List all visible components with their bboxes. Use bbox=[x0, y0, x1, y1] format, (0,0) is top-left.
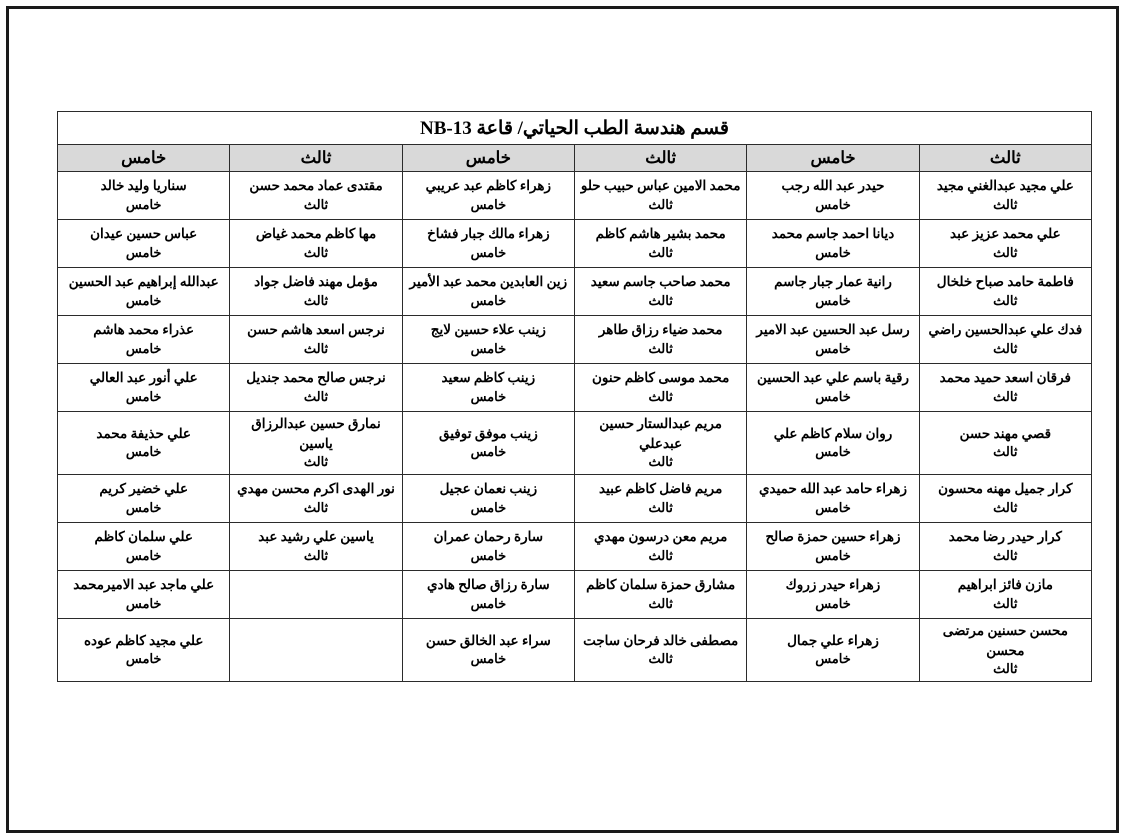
student-name: رسل عبد الحسين عبد الامير bbox=[756, 322, 910, 338]
student-name: زينب علاء حسين لايج bbox=[430, 322, 546, 338]
student-name: زهراء مالك جبار فشاخ bbox=[427, 226, 550, 242]
student-cell bbox=[230, 474, 402, 522]
student-name: مازن فائز ابراهيم bbox=[957, 577, 1053, 593]
student-name: فاطمة حامد صباح خلخال bbox=[936, 274, 1074, 290]
document-title bbox=[58, 112, 1092, 145]
student-level: خامس bbox=[815, 499, 851, 515]
document-title-text: قسم هندسة الطب الحياتي/ قاعة NB-13 bbox=[420, 117, 729, 139]
student-cell bbox=[402, 268, 574, 316]
student-cell bbox=[230, 316, 402, 364]
student-level: خامس bbox=[125, 547, 162, 563]
schedule-table-container bbox=[57, 111, 1092, 682]
student-level: خامس bbox=[815, 547, 851, 563]
column-header: ثالث bbox=[919, 145, 1091, 172]
student-cell bbox=[575, 364, 747, 412]
empty-cell bbox=[230, 618, 402, 681]
student-level: ثالث bbox=[303, 547, 329, 563]
student-cell bbox=[402, 618, 574, 681]
student-level: خامس bbox=[815, 444, 851, 460]
table-row bbox=[58, 570, 1092, 618]
student-level: ثالث bbox=[648, 651, 673, 667]
student-level: خامس bbox=[125, 244, 162, 260]
student-level: ثالث bbox=[993, 661, 1018, 677]
student-cell bbox=[575, 522, 747, 570]
student-name: مريم معن درسون مهدي bbox=[593, 529, 728, 545]
student-name: مشارق حمزة سلمان كاظم bbox=[586, 577, 736, 593]
student-cell bbox=[402, 172, 574, 220]
student-name: نمارق حسين عبدالرزاق ياسين bbox=[251, 416, 381, 451]
student-cell bbox=[919, 220, 1091, 268]
student-cell bbox=[575, 268, 747, 316]
student-cell bbox=[230, 268, 402, 316]
student-level: خامس bbox=[470, 196, 507, 212]
student-cell bbox=[747, 316, 919, 364]
student-name: حيدر عبد الله رجب bbox=[781, 178, 885, 194]
student-level: ثالث bbox=[993, 388, 1018, 404]
student-name: عبدالله إبراهيم عبد الحسين bbox=[68, 274, 219, 290]
student-cell bbox=[402, 570, 574, 618]
student-name: محمد صاحب جاسم سعيد bbox=[590, 274, 731, 290]
student-level: خامس bbox=[125, 292, 162, 308]
student-cell bbox=[230, 412, 402, 475]
student-level: خامس bbox=[470, 292, 507, 308]
column-header: خامس bbox=[402, 145, 574, 172]
table-row bbox=[58, 412, 1092, 475]
student-level: ثالث bbox=[993, 499, 1018, 515]
student-name: زهراء حامد عبد الله حميدي bbox=[758, 481, 908, 497]
column-header: خامس bbox=[747, 145, 919, 172]
student-name: عذراء محمد هاشم bbox=[93, 322, 195, 338]
student-name: عباس حسين عيدان bbox=[90, 226, 198, 242]
column-header: خامس bbox=[58, 145, 230, 172]
table-row bbox=[58, 316, 1092, 364]
student-cell bbox=[747, 268, 919, 316]
student-name: زهراء كاظم عبد عريبي bbox=[425, 178, 552, 194]
student-level: خامس bbox=[470, 547, 507, 563]
student-cell bbox=[747, 412, 919, 475]
student-level: ثالث bbox=[303, 244, 329, 260]
table-row bbox=[58, 172, 1092, 220]
table-row bbox=[58, 220, 1092, 268]
student-name: زهراء حيدر زروك bbox=[785, 577, 881, 593]
student-level: ثالث bbox=[648, 547, 673, 563]
student-cell bbox=[58, 220, 230, 268]
student-level: خامس bbox=[470, 595, 507, 611]
student-cell bbox=[919, 316, 1091, 364]
student-cell bbox=[58, 364, 230, 412]
table-row bbox=[58, 268, 1092, 316]
student-level: خامس bbox=[470, 388, 507, 404]
student-name: محمد بشير هاشم كاظم bbox=[595, 226, 726, 242]
student-name: مقتدى عماد محمد حسن bbox=[249, 178, 383, 194]
student-level: خامس bbox=[125, 196, 162, 212]
student-cell bbox=[919, 570, 1091, 618]
student-cell bbox=[747, 474, 919, 522]
student-cell bbox=[747, 570, 919, 618]
student-level: ثالث bbox=[993, 547, 1018, 563]
student-level: خامس bbox=[815, 340, 851, 356]
student-name: سارة رزاق صالح هادي bbox=[427, 577, 550, 593]
student-cell bbox=[58, 268, 230, 316]
student-level: خامس bbox=[125, 595, 162, 611]
student-name: مصطفى خالد فرحان ساجت bbox=[583, 632, 739, 648]
student-cell bbox=[402, 364, 574, 412]
student-cell bbox=[402, 316, 574, 364]
student-name: علي أنور عبد العالي bbox=[89, 370, 198, 386]
student-cell bbox=[575, 316, 747, 364]
student-name: سراء عبد الخالق حسن bbox=[425, 632, 551, 648]
student-name: علي حذيفة محمد bbox=[96, 425, 191, 441]
student-level: خامس bbox=[125, 340, 162, 356]
student-level: ثالث bbox=[648, 595, 673, 611]
student-level: خامس bbox=[125, 499, 162, 515]
student-name: فرقان اسعد حميد محمد bbox=[939, 370, 1071, 386]
student-level: ثالث bbox=[993, 196, 1018, 212]
student-level: ثالث bbox=[993, 595, 1018, 611]
student-cell bbox=[58, 412, 230, 475]
student-cell bbox=[919, 618, 1091, 681]
student-level: ثالث bbox=[648, 196, 673, 212]
student-name: كرار جميل مهنه محسون bbox=[938, 481, 1073, 497]
student-name: روان سلام كاظم علي bbox=[773, 425, 893, 441]
student-name: سارة رحمان عمران bbox=[433, 529, 544, 545]
student-name: علي خضير كريم bbox=[99, 481, 189, 497]
student-name: مها كاظم محمد غياض bbox=[255, 226, 377, 242]
student-level: ثالث bbox=[648, 244, 673, 260]
student-level: ثالث bbox=[993, 244, 1018, 260]
student-level: ثالث bbox=[303, 388, 329, 404]
student-level: ثالث bbox=[648, 454, 673, 470]
student-cell bbox=[919, 364, 1091, 412]
student-name: سناريا وليد خالد bbox=[100, 178, 187, 194]
student-cell bbox=[919, 268, 1091, 316]
student-cell bbox=[58, 316, 230, 364]
student-cell bbox=[919, 412, 1091, 475]
student-name: علي مجيد عبدالغني مجيد bbox=[936, 178, 1074, 194]
student-name: زينب كاظم سعيد bbox=[441, 370, 536, 386]
student-level: ثالث bbox=[993, 444, 1018, 460]
table-title-row bbox=[58, 112, 1092, 145]
student-level: ثالث bbox=[303, 454, 329, 470]
student-name: فدك علي عبدالحسين راضي bbox=[928, 322, 1083, 338]
student-level: خامس bbox=[815, 651, 851, 667]
student-level: ثالث bbox=[303, 292, 329, 308]
student-level: خامس bbox=[470, 444, 507, 460]
student-name: قصي مهند حسن bbox=[959, 425, 1052, 441]
student-level: ثالث bbox=[993, 340, 1018, 356]
student-cell bbox=[919, 172, 1091, 220]
student-level: ثالث bbox=[648, 388, 673, 404]
student-name: زينب نعمان عجيل bbox=[439, 481, 538, 497]
student-level: خامس bbox=[815, 388, 851, 404]
student-level: خامس bbox=[470, 340, 507, 356]
student-cell bbox=[747, 364, 919, 412]
student-name: زهراء علي جمال bbox=[787, 632, 879, 648]
student-cell bbox=[575, 172, 747, 220]
student-name: مريم فاضل كاظم عبيد bbox=[599, 481, 723, 497]
student-level: خامس bbox=[470, 499, 507, 515]
table-header-row bbox=[58, 145, 1092, 172]
student-cell bbox=[575, 618, 747, 681]
student-cell bbox=[58, 570, 230, 618]
student-cell bbox=[230, 220, 402, 268]
student-level: خامس bbox=[470, 651, 507, 667]
student-level: ثالث bbox=[303, 196, 329, 212]
student-name: نرجس صالح محمد جنديل bbox=[246, 370, 386, 386]
student-level: خامس bbox=[125, 651, 162, 667]
student-level: خامس bbox=[125, 388, 162, 404]
student-name: زهراء حسين حمزة صالح bbox=[765, 529, 901, 545]
student-name: نرجس اسعد هاشم حسن bbox=[247, 322, 385, 338]
student-cell bbox=[402, 522, 574, 570]
student-cell bbox=[230, 172, 402, 220]
student-level: خامس bbox=[815, 595, 851, 611]
student-cell bbox=[747, 172, 919, 220]
table-row bbox=[58, 474, 1092, 522]
student-name: رقية باسم علي عبد الحسين bbox=[757, 370, 909, 386]
student-cell bbox=[402, 412, 574, 475]
student-name: نور الهدى اكرم محسن مهدي bbox=[237, 481, 395, 497]
student-cell bbox=[747, 522, 919, 570]
student-cell bbox=[575, 474, 747, 522]
student-cell bbox=[919, 474, 1091, 522]
student-cell bbox=[58, 522, 230, 570]
student-name: محمد الامين عباس حبيب حلو bbox=[580, 178, 741, 194]
student-cell bbox=[402, 474, 574, 522]
column-header: ثالث bbox=[230, 145, 402, 172]
schedule-table bbox=[57, 111, 1092, 682]
student-name: علي محمد عزيز عبد bbox=[950, 226, 1061, 242]
student-level: خامس bbox=[470, 244, 507, 260]
student-level: خامس bbox=[815, 292, 851, 308]
student-name: مريم عبدالستار حسين عبدعلي bbox=[599, 416, 723, 451]
student-level: ثالث bbox=[648, 292, 673, 308]
student-name: محمد موسى كاظم حنون bbox=[592, 370, 730, 386]
student-cell bbox=[919, 522, 1091, 570]
student-name: زين العابدين محمد عبد الأمير bbox=[409, 274, 568, 290]
student-name: علي ماجد عبد الاميرمحمد bbox=[73, 577, 215, 593]
student-level: خامس bbox=[815, 244, 851, 260]
student-name: علي سلمان كاظم bbox=[94, 529, 193, 545]
student-cell bbox=[58, 618, 230, 681]
student-cell bbox=[58, 474, 230, 522]
student-level: ثالث bbox=[303, 499, 329, 515]
student-cell bbox=[575, 412, 747, 475]
table-row bbox=[58, 364, 1092, 412]
student-name: رانية عمار جبار جاسم bbox=[774, 274, 892, 290]
student-name: محمد ضياء رزاق طاهر bbox=[598, 322, 723, 338]
student-cell bbox=[230, 364, 402, 412]
student-cell bbox=[230, 522, 402, 570]
student-name: ياسين علي رشيد عبد bbox=[258, 529, 374, 545]
student-level: خامس bbox=[815, 196, 851, 212]
student-name: علي مجيد كاظم عوده bbox=[83, 632, 204, 648]
student-name: كرار حيدر رضا محمد bbox=[948, 529, 1062, 545]
empty-cell bbox=[230, 570, 402, 618]
student-level: خامس bbox=[125, 444, 162, 460]
student-level: ثالث bbox=[648, 340, 673, 356]
student-name: محسن حسنين مرتضى محسن bbox=[942, 622, 1068, 658]
table-row bbox=[58, 618, 1092, 681]
table-row bbox=[58, 522, 1092, 570]
student-name: زينب موفق توفيق bbox=[438, 425, 538, 441]
student-name: مؤمل مهند فاضل جواد bbox=[254, 274, 378, 290]
student-level: ثالث bbox=[993, 292, 1018, 308]
student-name: ديانا احمد جاسم محمد bbox=[771, 226, 895, 242]
student-cell bbox=[58, 172, 230, 220]
student-cell bbox=[575, 570, 747, 618]
student-cell bbox=[575, 220, 747, 268]
student-cell bbox=[402, 220, 574, 268]
student-level: ثالث bbox=[648, 499, 673, 515]
student-cell bbox=[747, 618, 919, 681]
student-level: ثالث bbox=[303, 340, 329, 356]
column-header: ثالث bbox=[575, 145, 747, 172]
student-cell bbox=[747, 220, 919, 268]
